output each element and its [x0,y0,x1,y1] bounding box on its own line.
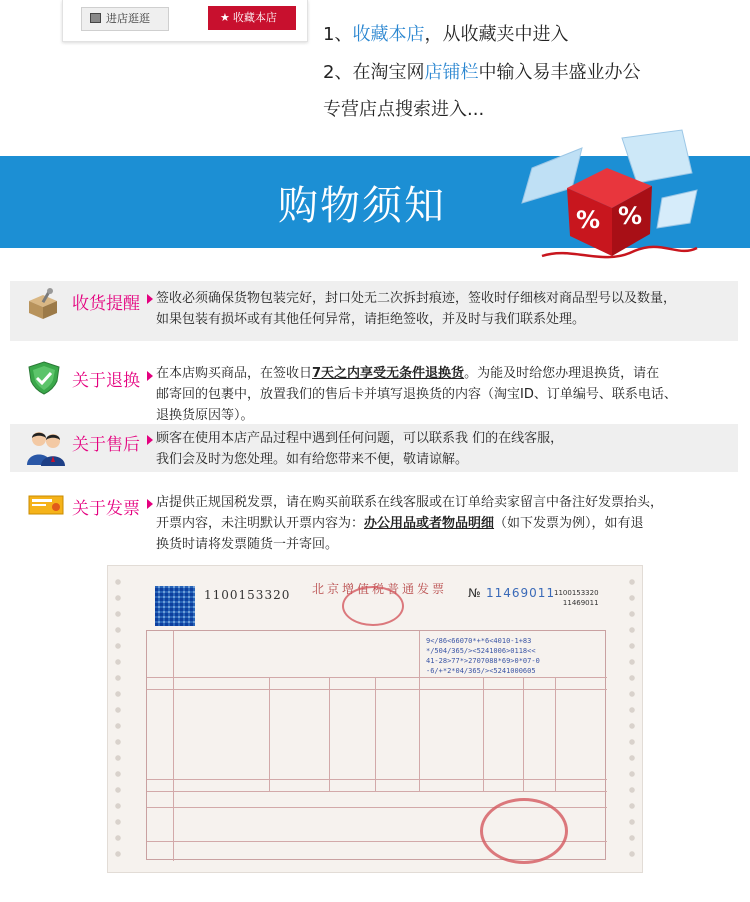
returns-line-1-c: 。为能及时给您办理退换货，请在 [464,366,660,381]
step-2 [323,58,640,84]
support-staff-icon [26,429,66,467]
cipher-line-2: */504/365/><5241006>0118<< [426,647,536,655]
percent-symbol-1: % [576,206,601,234]
store-icon [90,13,101,23]
receipt-reminder-line-1: 签收必须确保货物包装完好，封口处无二次拆封痕迹，签收时仔细核对商品型号以及数量， [156,291,677,306]
official-seal-bottom [480,798,568,864]
after-sales-line-2: 我们会及时为您处理。如有给您带来不便，敬请谅解。 [156,452,469,467]
percent-symbol-2: % [618,202,643,230]
shop-card [62,0,308,42]
returns-text [156,363,736,426]
returns-line-3: 退换货原因等）。 [156,408,254,423]
receipt-reminder-text [156,288,736,330]
gift-box-percent-icon [512,128,702,278]
invoice-line-3: 换货时请将发票随货一并寄回。 [156,537,339,552]
banner-title: 购物须知 [278,183,446,229]
returns-7day-highlight: 7天之内享受无条件退换货 [312,366,465,381]
invoice-label: 关于发票 [72,499,140,519]
visit-store-button[interactable] [81,7,169,31]
after-sales-line-1: 顾客在使用本店产品过程中遇到任何问题，可以联系我 们的在线客服， [156,431,564,446]
arrow-right-icon [147,294,153,304]
invoice-title: 北京增值税普通发票 [312,582,448,596]
receipt-reminder-line-2: 如果包装有损坏或有其他任何异常，请拒绝签收，并及时与我们联系处理。 [156,312,586,327]
invoice-code: 1100153320 [204,588,291,602]
step-2-continued: 专营店点搜索进入... [323,99,485,120]
step-2-link[interactable]: 店铺栏 [424,62,479,83]
perforation-left [114,574,122,866]
after-sales-label: 关于售后 [72,435,140,455]
returns-line-1-a: 在本店购买商品，在签收日 [156,366,313,381]
box-tools-icon [25,287,61,321]
star-icon: ★ [220,11,230,24]
step-1-prefix: 1、 [323,24,353,45]
perforation-right [628,574,636,866]
step-1-suffix: ，从收藏夹中进入 [424,24,569,45]
step-2-prefix: 2、在淘宝网 [323,62,425,83]
visit-store-label: 进店逛逛 [106,12,150,25]
after-sales-text [156,428,736,470]
cipher-line-3: 41-28>77*>2707088*69>0*07-0 [426,657,540,665]
invoice-text [156,492,736,555]
arrow-right-icon [147,435,153,445]
invoice-line-2 [156,513,736,534]
qr-code-icon [155,586,195,626]
receipt-reminder-label: 收货提醒 [72,294,140,314]
shield-7day-icon [26,361,62,395]
invoice-line-2-c: （如下发票为例），如有退 [494,516,644,531]
returns-label: 关于退换 [72,371,140,391]
official-seal-top [342,586,404,626]
invoice-number: 11469011 [486,586,556,600]
returns-line-1 [156,363,736,384]
step-1-link[interactable]: 收藏本店 [352,24,425,45]
returns-line-2: 邮寄回的包裹中，放置我们的售后卡并填写退换货的内容（淘宝ID、订单编号、联系电话、 [156,387,677,402]
invoice-small-code: 1100153320 [554,589,599,597]
favorite-store-button[interactable] [208,6,296,30]
invoice-cipher-area [426,636,598,676]
invoice-line-1: 店提供正规国税发票，请在购买前联系在线客服或在订单给卖家留言中备注好发票抬头， [156,495,664,510]
sample-invoice-image [107,565,643,873]
invoice-icon [28,493,64,517]
arrow-right-icon [147,371,153,381]
invoice-number-small [554,588,599,608]
invoice-default-content: 办公用品或者物品明细 [364,516,495,531]
invoice-small-number: 11469011 [562,599,599,607]
step-2-suffix: 中输入易丰盛业办公 [478,62,641,83]
cipher-line-1: 9</86<66070*+*6<4010-1+83 [426,637,532,645]
invoice-line-2-a: 开票内容，未注明默认开票内容为： [156,516,365,531]
arrow-right-icon [147,499,153,509]
cipher-line-4: -6/+*2*04/365/><5241000605 [426,667,536,675]
step-1 [323,20,568,46]
invoice-number-mark: № [468,586,481,600]
favorite-store-label: 收藏本店 [232,11,277,24]
